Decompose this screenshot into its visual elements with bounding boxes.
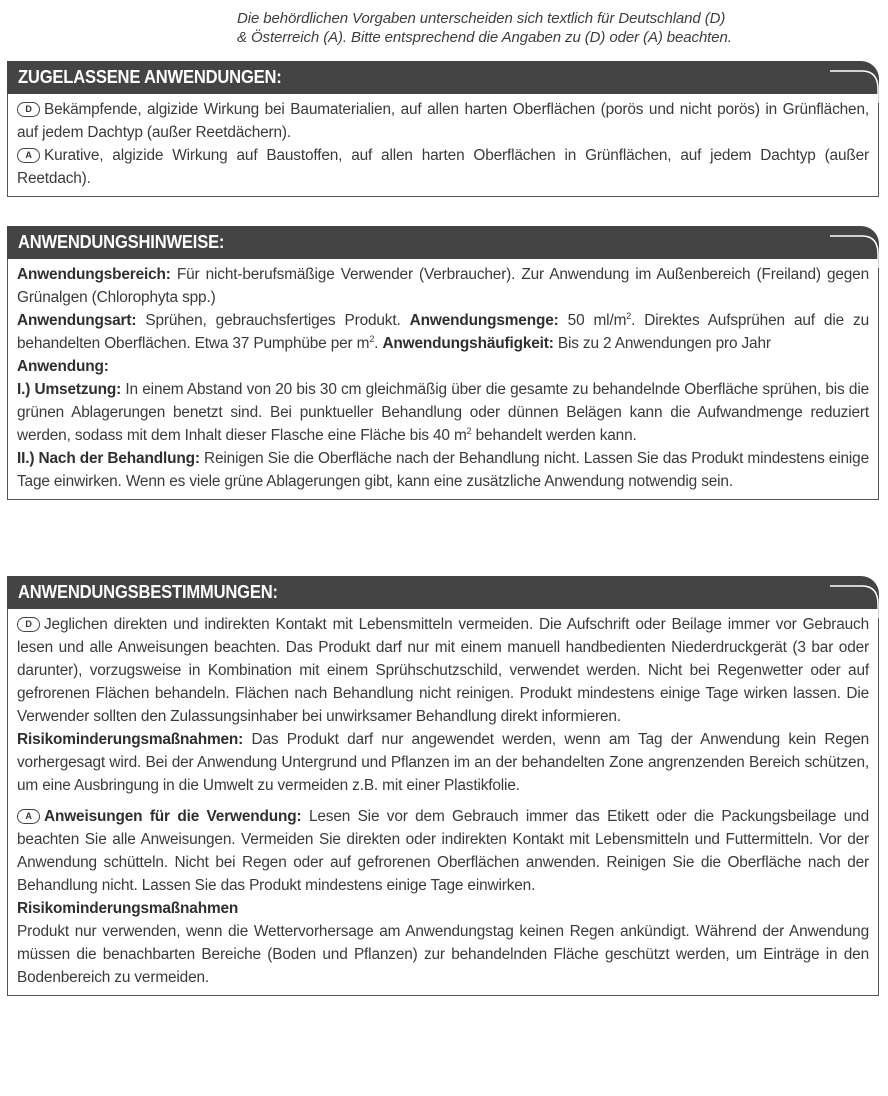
section-header	[7, 61, 879, 94]
section-header	[7, 576, 879, 609]
section-zugelassene-anwendungen	[7, 61, 879, 197]
sup-menge: 2	[626, 310, 632, 321]
intro-line-1: Die behördlichen Vorgaben unterscheiden sich textlich für Deutschland (D)	[237, 10, 726, 27]
paragraph-anwendung	[17, 355, 869, 378]
label-art: Anwendungsart:	[17, 312, 137, 329]
sup-menge-2: 2	[369, 333, 375, 344]
section-header	[7, 226, 879, 259]
intro-line-2: & Österreich (A). Bitte entsprechend die Angaben zu (D) oder (A) beachten.	[237, 29, 732, 46]
paragraph-art-menge	[17, 309, 869, 355]
header-corner-curve	[830, 576, 880, 618]
paragraph-risk-a	[17, 920, 869, 989]
label-anweisungen: Anweisungen für die Verwendung:	[44, 808, 302, 825]
text-d: Bekämpfende, algizide Wirkung bei Baumaterialien, auf allen harten Oberflächen (porös und nicht porös) in Grünflächen, auf jedem Dachtyp (außer Reetdächern).	[17, 101, 869, 141]
text-menge-c: .	[374, 335, 379, 352]
section-body	[7, 259, 879, 500]
text-a: Kurative, algizide Wirkung auf Baustoffen, auf allen harten Oberflächen in Grünflächen, auf jedem Dachtyp (außer Reetdach).	[17, 147, 869, 187]
section-anwendungshinweise	[7, 226, 879, 500]
sup-umsetzung: 2	[466, 425, 472, 436]
text-art: Sprühen, gebrauchsfertiges Produkt.	[145, 312, 401, 329]
section-title: ANWENDUNGSBESTIMMUNGEN:	[18, 582, 278, 602]
section-body	[7, 94, 879, 197]
label-nach-behandlung: II.) Nach der Behandlung:	[17, 450, 200, 467]
paragraph-risk-d	[17, 728, 869, 797]
country-badge-d: D	[17, 617, 40, 632]
text-umsetzung-a: In einem Abstand von 20 bis 30 cm gleichmäßig über die gesamte zu behandelnde Oberfläche sprühen, bis die grünen Ablagerungen benetzt sind. Bei punktueller Behandlung oder dünnen Belägen kann die Aufwandmenge reduziert werden, sodass mit dem Inhalt dieser Flasche eine Fläche bis 40 m	[17, 381, 869, 444]
label-risk-a: Risikominderungsmaßnahmen	[17, 900, 239, 917]
country-badge-a: A	[17, 148, 40, 163]
paragraph-a	[17, 805, 869, 897]
paragraph-bereich	[17, 263, 869, 309]
header-corner-curve	[830, 226, 880, 268]
paragraph-risk-a-label	[17, 897, 869, 920]
section-title: ZUGELASSENE ANWENDUNGEN:	[18, 67, 282, 87]
text-menge-a: 50 ml/m	[567, 312, 627, 329]
text-haeufigkeit: Bis zu 2 Anwendungen pro Jahr	[557, 335, 771, 352]
text-menge-b: . Direktes Aufsprühen auf die zu behandelten Oberflächen. Etwa 37 Pumphübe per m	[17, 312, 869, 352]
text-nach-behandlung: Reinigen Sie die Oberfläche nach der Behandlung nicht. Lassen Sie das Produkt mindestens einige Tage einwirken. Wenn es viele grüne Ablagerungen gibt, kann eine zusätzliche Anwendung notwendig sein.	[17, 450, 869, 490]
label-haeufigkeit: Anwendungshäufigkeit:	[382, 335, 554, 352]
section-anwendungsbestimmungen	[7, 576, 879, 996]
country-badge-a: A	[17, 809, 40, 824]
label-umsetzung: I.) Umsetzung:	[17, 381, 122, 398]
header-corner-curve	[830, 61, 880, 103]
country-badge-d: D	[17, 102, 40, 117]
label-bereich: Anwendungsbereich:	[17, 266, 171, 283]
label-risk-d: Risikominderungsmaßnahmen:	[17, 731, 244, 748]
section-title: ANWENDUNGSHINWEISE:	[18, 232, 225, 252]
section-body	[7, 609, 879, 996]
label-menge: Anwendungsmenge:	[409, 312, 559, 329]
paragraph-umsetzung	[17, 378, 869, 447]
paragraph-d	[17, 613, 869, 728]
text-anweisungen: Lesen Sie vor dem Gebrauch immer das Etikett oder die Packungsbeilage und beachten Sie alle Anweisungen. Vermeiden Sie direkten oder indirekten Kontakt mit Lebensmitteln und Futtermitteln. Vor der Anwendung schütteln. Nicht bei Regen oder auf gefrorenen Oberflächen anwenden. Reinigen Sie die Oberfläche nach der Behandlung nicht. Lassen Sie das Produkt mindestens einige Tage einwirken.	[17, 808, 870, 894]
text-risk-a: Produkt nur verwenden, wenn die Wettervorhersage am Anwendungstag keinen Regen ankündigt. Während der Anwendung müssen die benachbarten Bereiche (Boden und Pflanzen) zur behandelnden Fläche geschützt werden, um Einträge in den Bodenbereich zu vermeiden.	[17, 923, 869, 986]
label-anwendung: Anwendung:	[17, 358, 109, 375]
paragraph-d	[17, 98, 869, 144]
paragraph-a	[17, 144, 869, 190]
text-bereich: Für nicht-berufsmäßige Verwender (Verbraucher). Zur Anwendung im Außenbereich (Freiland) gegen Grünalgen (Chlorophyta spp.)	[17, 266, 869, 306]
text-umsetzung-b: behandelt werden kann.	[475, 427, 637, 444]
text-risk-d: Das Produkt darf nur angewendet werden, wenn am Tag der Anwendung kein Regen vorhergesagt wird. Bei der Anwendung Untergrund und Pflanzen im an der behandelten Zone angrenzenden Bereich schützen, um eine Ausbringung in die Umwelt zu vermeiden z.B. mit einer Plastikfolie.	[17, 731, 869, 794]
paragraph-nach-behandlung	[17, 447, 869, 493]
text-d: Jeglichen direkten und indirekten Kontakt mit Lebensmitteln vermeiden. Die Aufschrift oder Beilage immer vor Gebrauch lesen und alle Anweisungen beachten. Das Produkt darf nur mit einem manuell handbedienten Niederdruckgerät (3 bar oder darunter), vorzugsweise in Kombination mit einem Sprühschutzschild, verwendet werden. Nicht bei Regenwetter oder auf gefrorenen Flächen behandeln. Flächen nach Behandlung nicht reinigen. Produkt mindestens einige Tage wirken lassen. Die Verwender sollten den Zulassungsinhaber bei unwirksamer Behandlung direkt informieren.	[17, 616, 869, 725]
intro-note	[237, 9, 877, 47]
